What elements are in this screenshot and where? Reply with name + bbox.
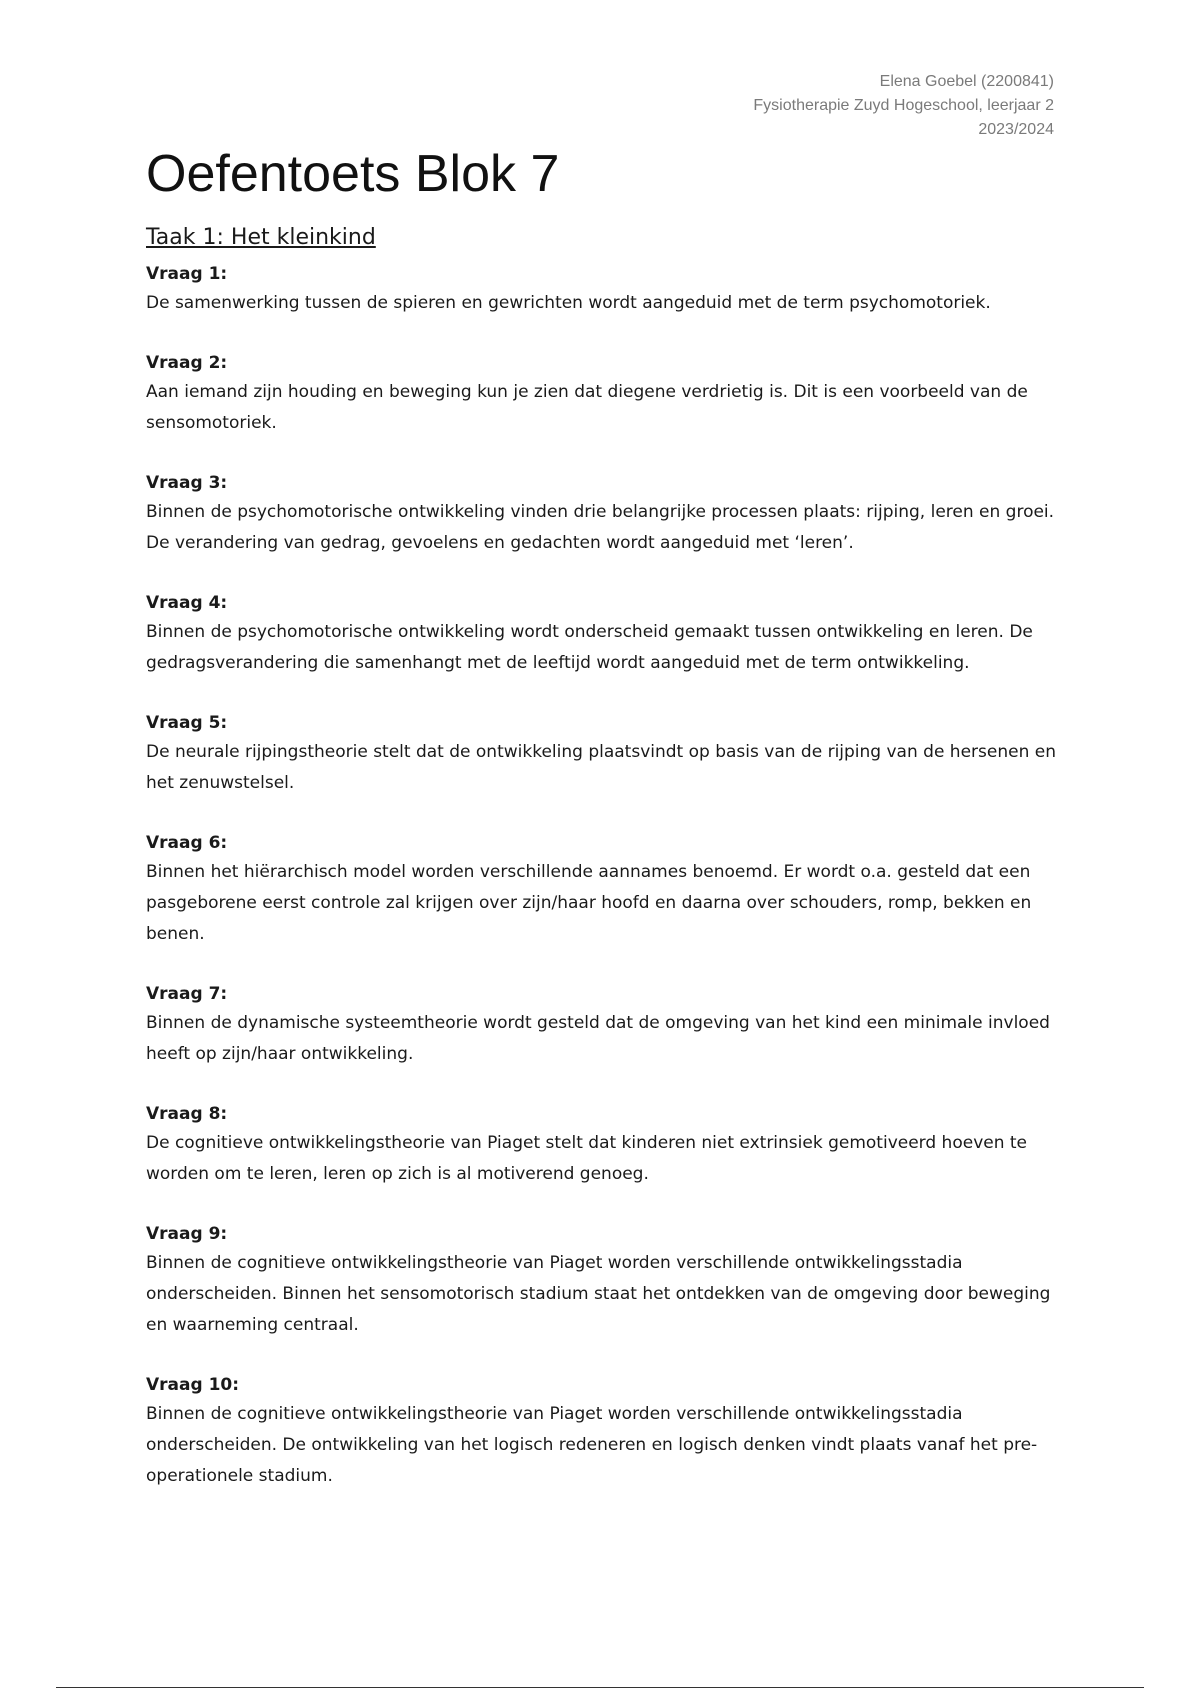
question-6	[146, 829, 1056, 950]
question-3	[146, 469, 1056, 559]
question-text: Binnen de cognitieve ontwikkelingstheorie van Piaget worden verschillende ontwikkelingsstadia onderscheiden. Binnen het sensomotorisch stadium staat het ontdekken van de omgeving door beweging en waarneming centraal.	[146, 1253, 1051, 1335]
question-text: Aan iemand zijn houding en beweging kun je zien dat diegene verdrietig is. Dit is een voorbeeld van de sensomotoriek.	[146, 382, 1028, 433]
question-label: Vraag 2:	[146, 353, 228, 373]
question-9	[146, 1220, 1056, 1341]
question-text: De cognitieve ontwikkelingstheorie van Piaget stelt dat kinderen niet extrinsiek gemotiveerd hoeven te worden om te leren, leren op zich is al motiverend genoeg.	[146, 1133, 1028, 1184]
question-label: Vraag 6:	[146, 833, 228, 853]
question-label: Vraag 5:	[146, 713, 228, 733]
footer-divider	[56, 1687, 1144, 1688]
header-school-line: Fysiotherapie Zuyd Hogeschool, leerjaar 2	[753, 97, 1054, 114]
question-label: Vraag 3:	[146, 473, 228, 493]
question-label: Vraag 10:	[146, 1375, 240, 1395]
question-text: Binnen de psychomotorische ontwikkeling vinden drie belangrijke processen plaats: rijping, leren en groei. De verandering van gedrag, gevoelens en gedachten wordt aangeduid met ‘leren’.	[146, 502, 1055, 553]
question-text: Binnen de psychomotorische ontwikkeling wordt onderscheid gemaakt tussen ontwikkeling en leren. De gedragsverandering die samenhangt met de leeftijd wordt aangeduid met de term ontwikkeling.	[146, 622, 1033, 673]
question-text: Binnen de cognitieve ontwikkelingstheorie van Piaget worden verschillende ontwikkelingsstadia onderscheiden. De ontwikkeling van het logisch redeneren en logisch denken vindt plaats vanaf het pre-operationele stadium.	[146, 1404, 1038, 1486]
question-7	[146, 980, 1056, 1070]
header-author-line: Elena Goebel (2200841)	[879, 73, 1054, 90]
question-text: De neurale rijpingstheorie stelt dat de ontwikkeling plaatsvindt op basis van de rijping van de hersenen en het zenuwstelsel.	[146, 742, 1056, 793]
question-label: Vraag 4:	[146, 593, 228, 613]
task-heading: Taak 1: Het kleinkind	[146, 225, 376, 250]
question-label: Vraag 7:	[146, 984, 228, 1004]
question-1	[146, 260, 1056, 319]
question-label: Vraag 9:	[146, 1224, 228, 1244]
question-10	[146, 1371, 1056, 1492]
header-year-line: 2023/2024	[978, 121, 1054, 138]
question-5	[146, 709, 1056, 799]
question-text: De samenwerking tussen de spieren en gewrichten wordt aangeduid met de term psychomotoriek.	[146, 293, 991, 313]
document-body	[146, 222, 1056, 1522]
question-text: Binnen de dynamische systeemtheorie wordt gesteld dat de omgeving van het kind een minimale invloed heeft op zijn/haar ontwikkeling.	[146, 1013, 1050, 1064]
author-header	[753, 70, 1054, 142]
question-label: Vraag 1:	[146, 264, 228, 284]
question-4	[146, 589, 1056, 679]
question-label: Vraag 8:	[146, 1104, 228, 1124]
question-2	[146, 349, 1056, 439]
document-title: Oefentoets Blok 7	[146, 145, 560, 203]
question-text: Binnen het hiërarchisch model worden verschillende aannames benoemd. Er wordt o.a. gesteld dat een pasgeborene eerst controle zal krijgen over zijn/haar hoofd en daarna over schouders, romp, bekken en benen.	[146, 862, 1032, 944]
question-8	[146, 1100, 1056, 1190]
